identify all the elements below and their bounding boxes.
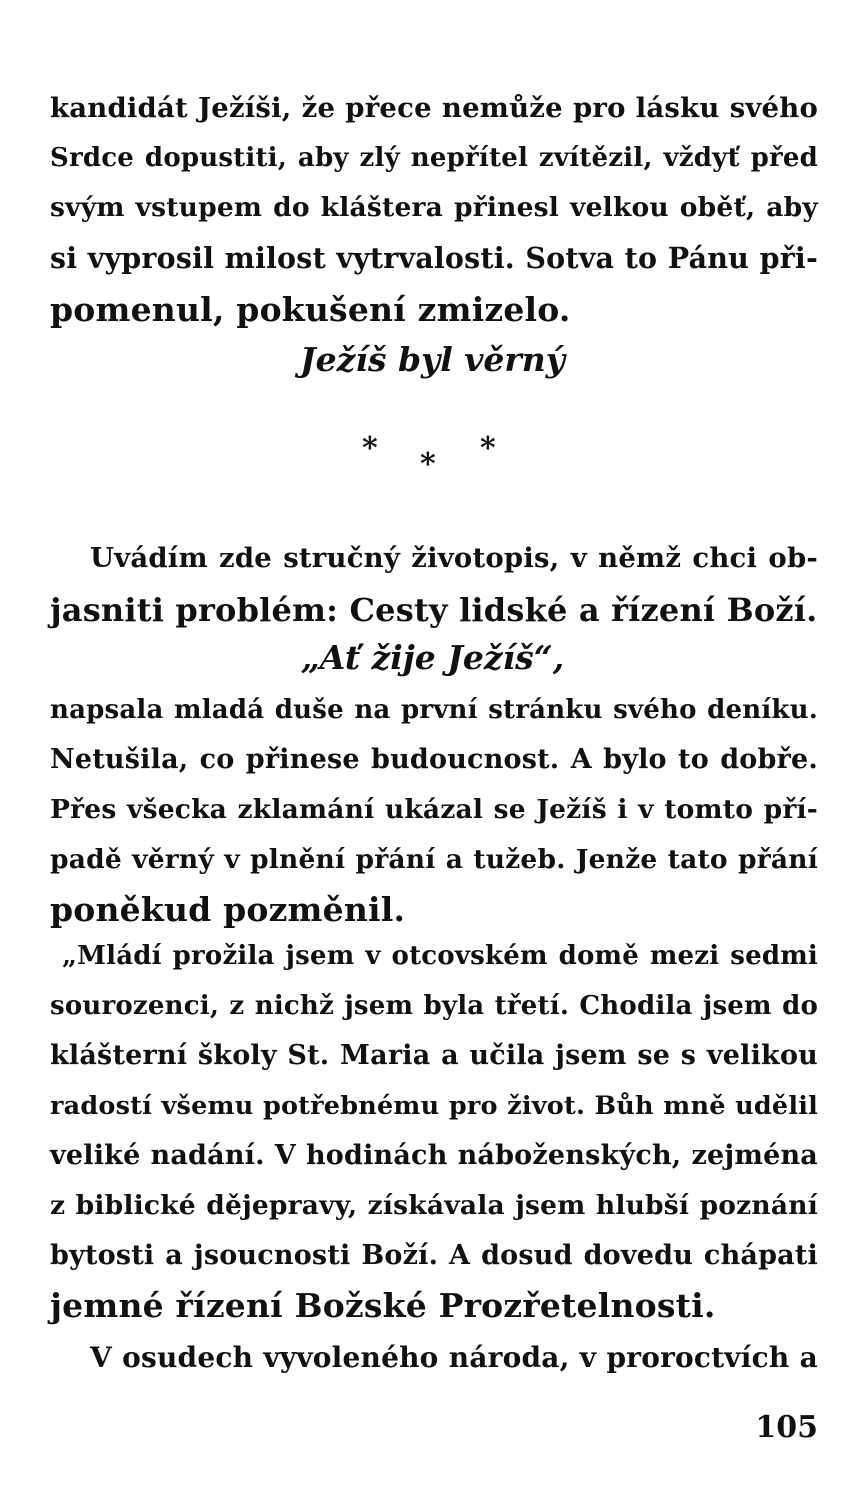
text-line: Netušila, co přinese budoucnost. A bylo to dobře. bbox=[50, 744, 818, 775]
text-line: klášterní školy St. Maria a učila jsem se s velikou bbox=[50, 1040, 818, 1071]
text-line: z biblické dějepravy, získávala jsem hlubší poznání bbox=[50, 1190, 818, 1221]
text-line: padě věrný v plnění přání a tužeb. Jenže tato přání bbox=[50, 844, 818, 875]
text-line: radostí všemu potřebnému pro život. Bůh mně udělil bbox=[50, 1091, 818, 1121]
diary-heading: „Ať žije Ježíš“, bbox=[300, 638, 565, 677]
text-line: svým vstupem do kláštera přinesl velkou oběť, aby bbox=[50, 192, 818, 223]
section-heading: Ježíš byl věrný bbox=[300, 340, 565, 379]
text-line: si vyprosil milost vytrvalosti. Sotva to Pánu při- bbox=[50, 241, 818, 275]
text-line: pomenul, pokušení zmizelo. bbox=[50, 290, 571, 329]
text-line: V osudech vyvoleného národa, v proroctvích a bbox=[90, 1341, 818, 1374]
text-line: poněkud pozměnil. bbox=[50, 890, 406, 929]
text-line: Uvádím zde stručný životopis, v němž chci ob- bbox=[90, 542, 818, 574]
text-line: Přes všecka zklamání ukázal se Ježíš i v tomto pří- bbox=[50, 794, 818, 825]
text-line: sourozenci, z nichž jsem byla třetí. Chodila jsem do bbox=[50, 991, 818, 1021]
text-line: napsala mladá duše na první stránku svého deníku. bbox=[50, 695, 818, 725]
asterisk: * bbox=[420, 447, 436, 482]
text-line: Srdce dopustiti, aby zlý nepřítel zvítězil, vždyť před bbox=[50, 143, 818, 173]
text-line: jasniti problém: Cesty lidské a řízení Boží. bbox=[50, 591, 818, 629]
text-line: kandidát Ježíši, že přece nemůže pro lásku svého bbox=[50, 92, 818, 124]
text-line: „Mládí prožila jsem v otcovském domě mezi sedmi bbox=[62, 941, 818, 971]
text-line: veliké nadání. V hodinách náboženských, zejména bbox=[50, 1140, 818, 1171]
text-line: bytosti a jsoucnosti Boží. A dosud dovedu chápati bbox=[50, 1240, 818, 1271]
text-line: jemné řízení Božské Prozřetelnosti. bbox=[50, 1286, 716, 1325]
asterisk: * bbox=[362, 431, 378, 466]
asterisk: * bbox=[480, 431, 496, 466]
asterisk-separator bbox=[0, 428, 865, 488]
page-number: 105 bbox=[755, 1410, 818, 1445]
